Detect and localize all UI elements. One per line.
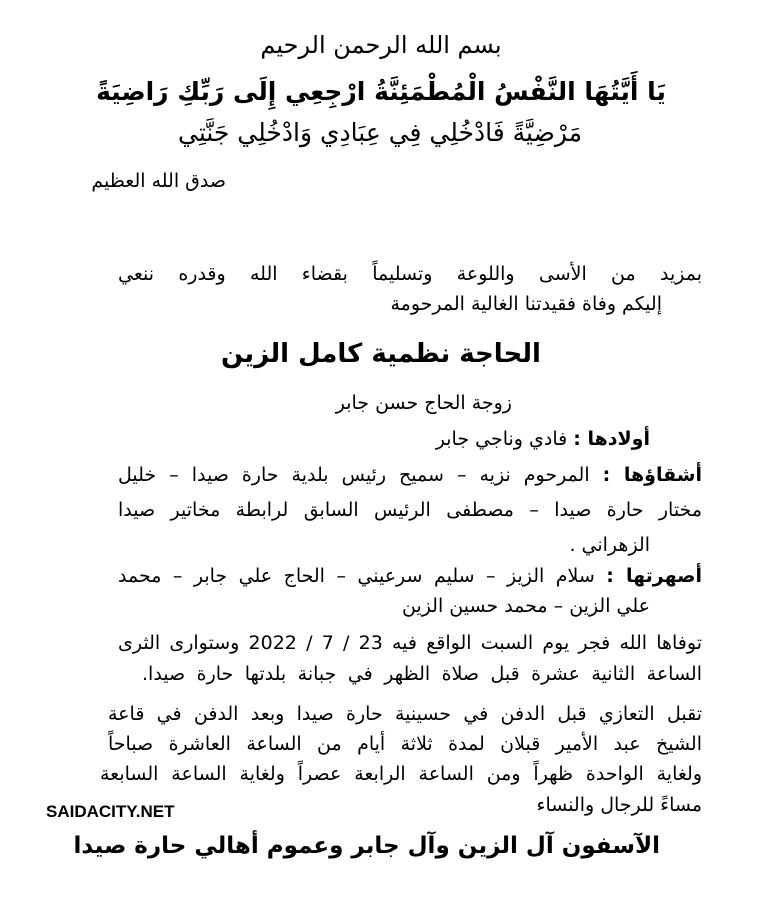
- deceased-name: الحاجة نظمية كامل الزين: [221, 339, 541, 369]
- children-text: فادي وناجي جابر: [435, 428, 568, 450]
- quran-verse-line-1: يَا أَيَّتُهَا النَّفْسُ الْمُطْمَئِنَّةُ ارْجِعِي إِلَى رَبِّكِ رَاضِيَةً: [96, 77, 666, 106]
- condolence-line-4: مساءً للرجال والنساء: [536, 794, 702, 816]
- death-line-2: الساعة الثانية عشرة قبل صلاة الظهر في جبانة بلدتها حارة صيدا.: [142, 663, 702, 685]
- condolence-line-2: الشيخ عبد الأمير قبلان لمدة ثلاثة أيام من الساعة العاشرة صباحاً: [108, 733, 702, 755]
- condolence-line-1: تقبل التعازي قبل الدفن في حسينية حارة صيدا وبعد الدفن في قاعة: [108, 703, 702, 725]
- basmala: بسم الله الرحمن الرحيم: [260, 31, 502, 59]
- siblings-text-1: المرحوم نزيه – سميح رئيس بلدية حارة صيدا – خليل: [118, 464, 590, 486]
- siblings-label: أشقاؤها :: [602, 464, 702, 486]
- children-line: [436, 428, 650, 452]
- siblings-line-2: مختار حارة صيدا – مصطفى الرئيس السابق لرابطة مخاتير صيدا: [118, 499, 702, 521]
- siblings-line-3: الزهراني .: [569, 534, 650, 556]
- intro-line-2: إليكم وفاة فقيدتنا الغالية المرحومة: [390, 293, 662, 315]
- inlaws-label: أصهرتها :: [606, 565, 702, 587]
- death-line-1: توفاها الله فجر يوم السبت الواقع فيه 23 / 7 / 2022 وستوارى الثرى: [118, 632, 702, 654]
- site-watermark: SAIDACITY.NET: [46, 802, 175, 821]
- siblings-line-1: [118, 464, 702, 488]
- intro-line-1: بمزيد من الأسى واللوعة وتسليماً بقضاء الله وقدره ننعي: [118, 263, 702, 285]
- mourners-line: الآسفون آل الزين وآل جابر وعموم أهالي حارة صيدا: [73, 833, 660, 859]
- quran-verse-line-2: مَرْضِيَّةً فَادْخُلِي فِي عِبَادِي وَادْخُلِي جَنَّتِي: [177, 118, 583, 147]
- sadaqa-text: صدق الله العظيم: [91, 170, 226, 192]
- inlaws-text-1: سلام الزيز – سليم سرعيني – الحاج علي جابر – محمد: [118, 565, 595, 587]
- spouse-line: زوجة الحاج حسن جابر: [335, 392, 512, 414]
- inlaws-line-1: [118, 565, 702, 589]
- condolence-line-3: ولغاية الواحدة ظهراً ومن الساعة الرابعة عصراً ولغاية الساعة السابعة: [100, 763, 702, 785]
- children-label: أولادها :: [573, 428, 650, 450]
- inlaws-line-2: علي الزين – محمد حسين الزين: [401, 595, 650, 617]
